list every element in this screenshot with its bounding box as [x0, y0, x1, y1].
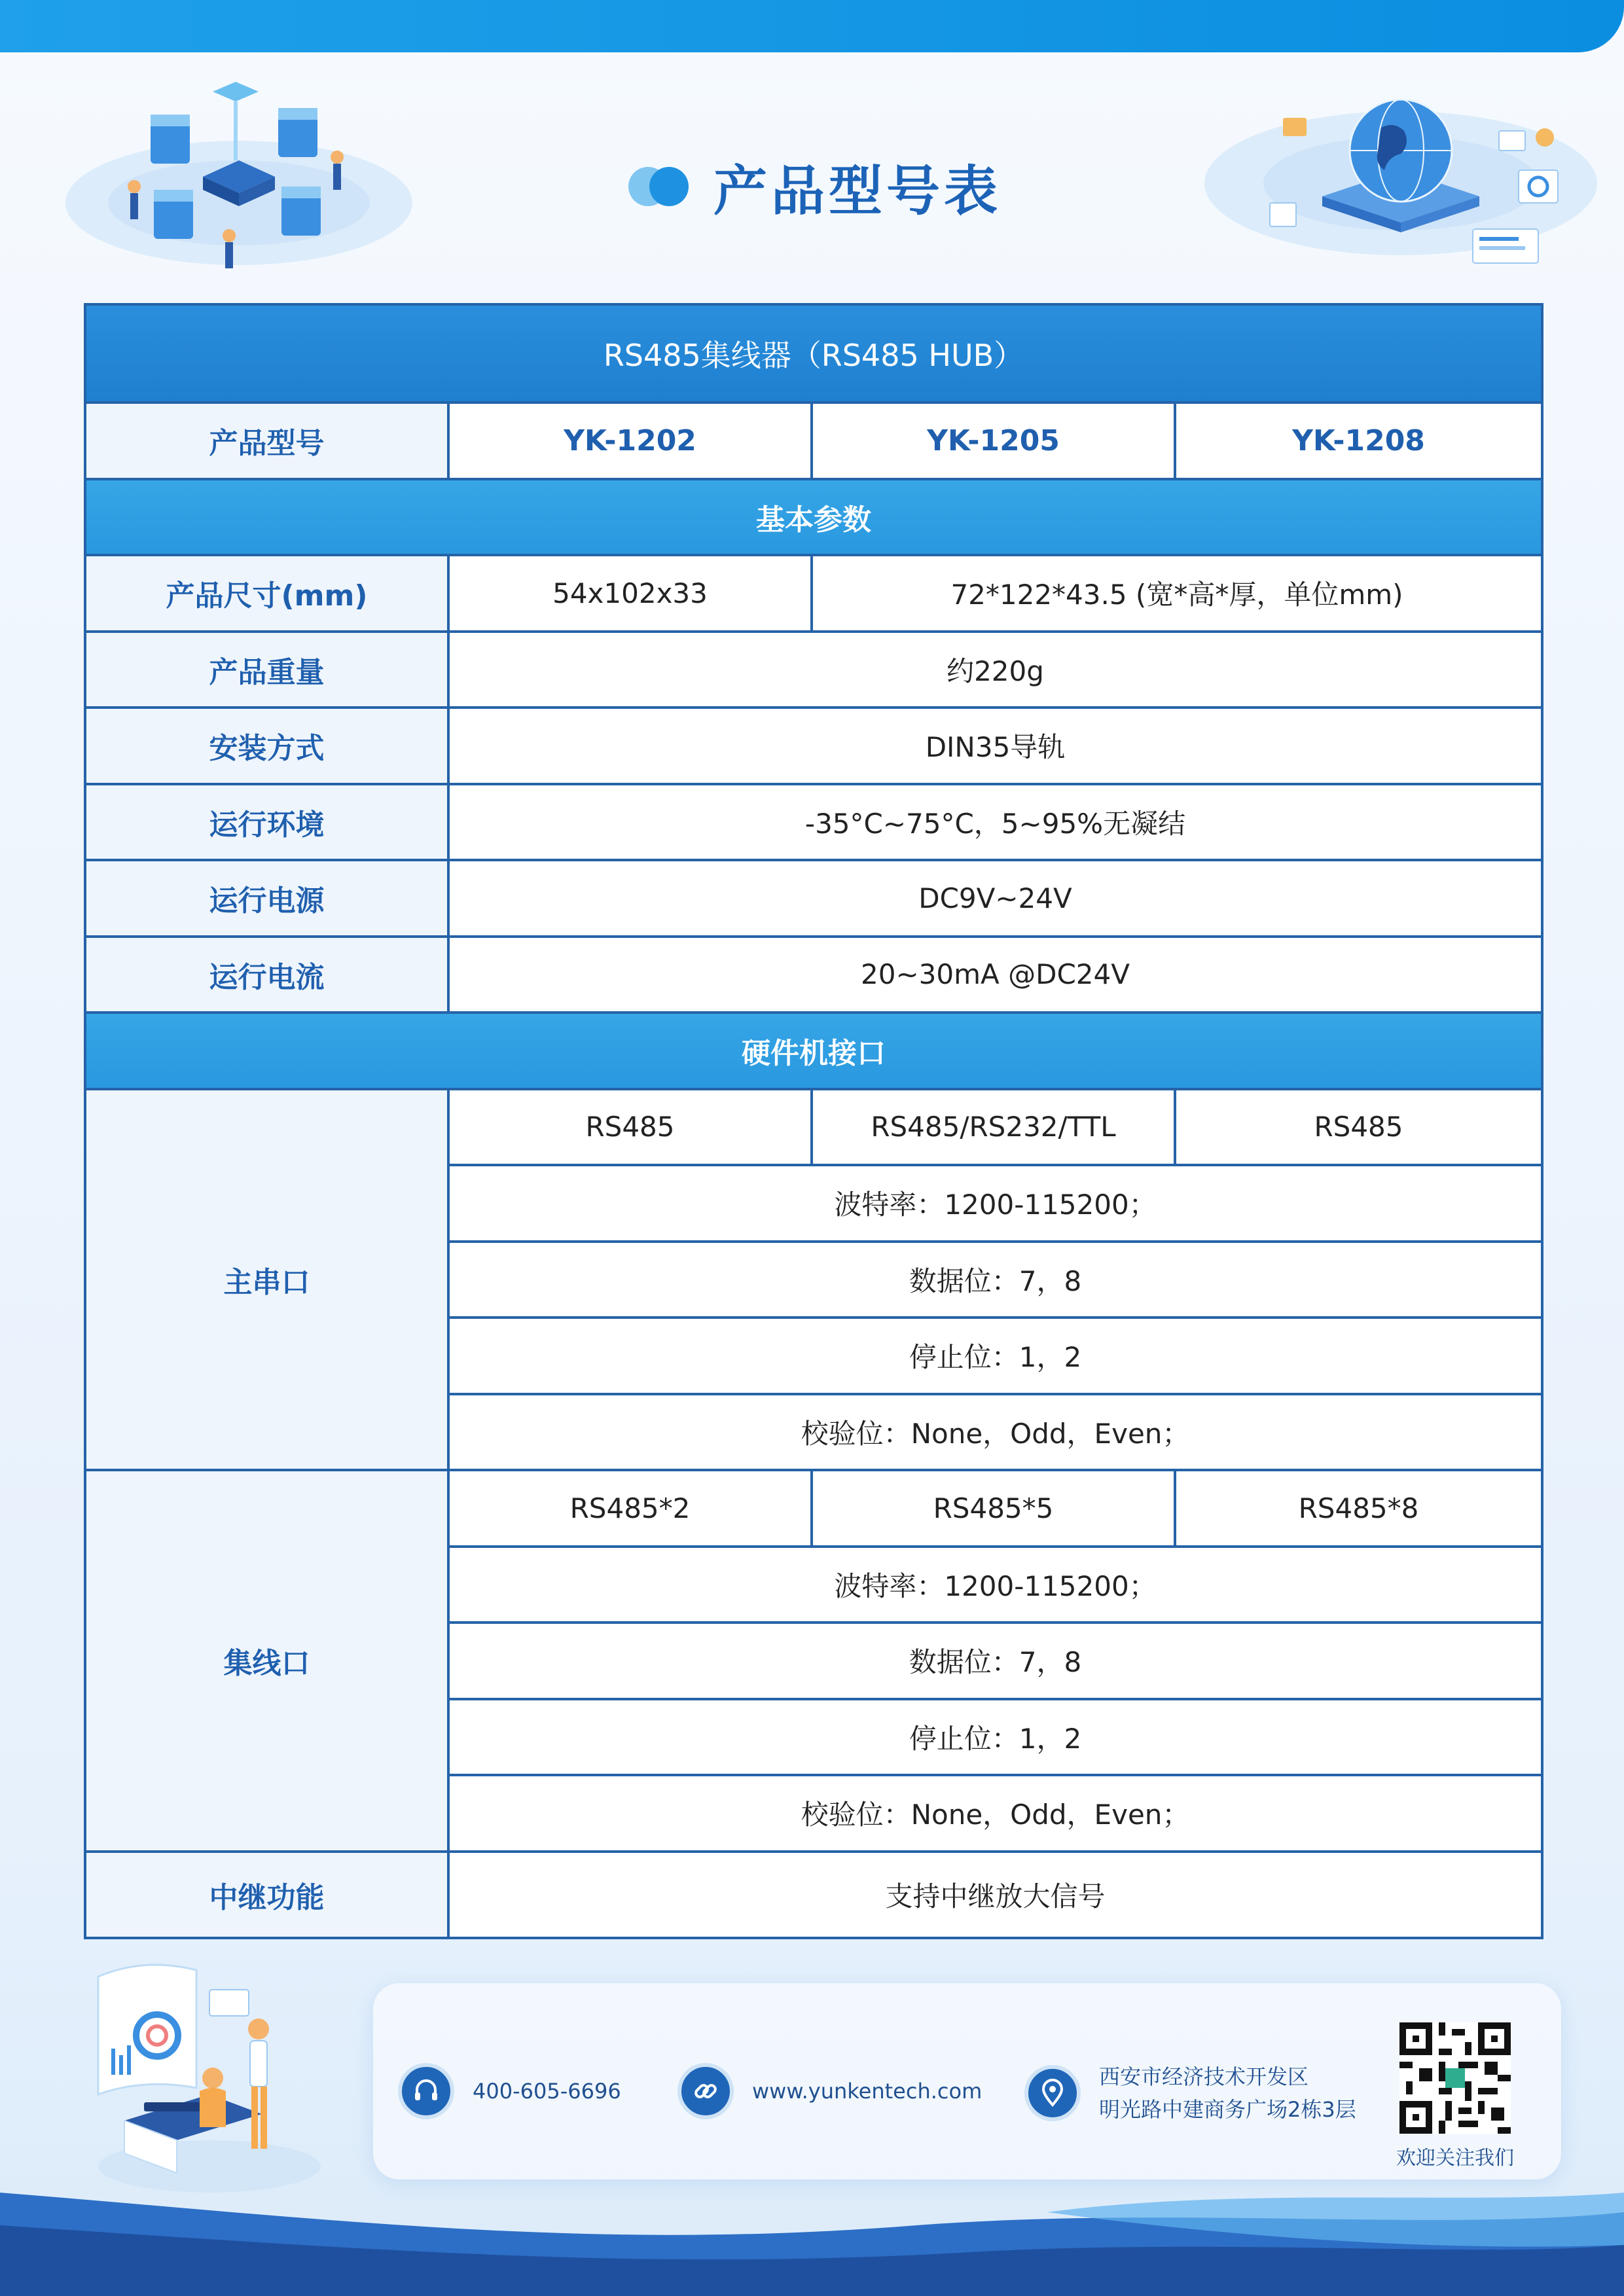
- table-row: [85, 1089, 1542, 1166]
- table-header-row: [85, 304, 1542, 403]
- main-parity: 校验位：None，Odd，Even；: [448, 1394, 1542, 1471]
- install-label: 安装方式: [85, 708, 448, 784]
- hub-port-type-1208: RS485*8: [1175, 1470, 1542, 1547]
- address-contact: [1024, 2060, 1356, 2126]
- table-row: [85, 860, 1542, 937]
- main-port-label: 主串口: [85, 1089, 448, 1471]
- location-pin-icon: [1024, 2065, 1081, 2121]
- hub-data-bits: 数据位：7，8: [448, 1623, 1542, 1699]
- product-spec-table: [84, 303, 1543, 1939]
- top-banner-bar: [0, 0, 1624, 52]
- main-baud-rate: 波特率：1200-115200；: [448, 1165, 1542, 1242]
- table-row: [85, 1852, 1542, 1938]
- table-row: [85, 784, 1542, 861]
- weight-label: 产品重量: [85, 632, 448, 708]
- title-bullet-icon: [628, 164, 694, 209]
- main-port-type-1205: RS485/RS232/TTL: [812, 1089, 1175, 1166]
- table-header: RS485集线器（RS485 HUB）: [85, 304, 1542, 403]
- model-yk-1202: YK-1202: [448, 403, 812, 479]
- office-worker-illustration: [79, 1950, 327, 2199]
- environment-label: 运行环境: [85, 784, 448, 861]
- model-yk-1205: YK-1205: [812, 403, 1175, 479]
- main-port-type-1208: RS485: [1175, 1089, 1542, 1166]
- phone-contact: [398, 2063, 621, 2119]
- globe-illustration: [1191, 92, 1597, 281]
- headset-icon: [398, 2063, 454, 2119]
- qr-caption: 欢迎关注我们: [1396, 2147, 1514, 2170]
- main-stop-bits: 停止位：1，2: [448, 1318, 1542, 1394]
- section-row: [85, 1013, 1542, 1089]
- model-yk-1208: YK-1208: [1175, 403, 1542, 479]
- page-title: 产品型号表: [713, 160, 1002, 223]
- main-port-type-1202: RS485: [448, 1089, 812, 1166]
- size-value-other: 72*122*43.5 (宽*高*厚，单位mm): [812, 555, 1542, 632]
- size-label: 产品尺寸(mm): [85, 555, 448, 632]
- hub-port-type-1202: RS485*2: [448, 1470, 812, 1547]
- hub-port-type-1205: RS485*5: [812, 1470, 1175, 1547]
- table-row: [85, 403, 1542, 479]
- current-value: 20~30mA @DC24V: [448, 937, 1542, 1013]
- hub-stop-bits: 停止位：1，2: [448, 1699, 1542, 1776]
- link-icon: [677, 2063, 734, 2119]
- page-title-group: [628, 151, 1001, 223]
- website-contact: [677, 2063, 982, 2119]
- section-row: [85, 479, 1542, 556]
- size-value-1202: 54x102x33: [448, 555, 812, 632]
- relay-label: 中继功能: [85, 1852, 448, 1938]
- power-label: 运行电源: [85, 860, 448, 937]
- table-row: [85, 1470, 1542, 1547]
- hub-baud-rate: 波特率：1200-115200；: [448, 1547, 1542, 1623]
- weight-value: 约220g: [448, 632, 1542, 708]
- website-link[interactable]: www.yunkentech.com: [752, 2079, 983, 2104]
- address-line-1: 西安市经济技术开发区: [1099, 2064, 1309, 2089]
- bottom-wave-decoration: [0, 2173, 1624, 2296]
- main-data-bits: 数据位：7，8: [448, 1242, 1542, 1318]
- table-row: [85, 937, 1542, 1013]
- server-network-illustration: [62, 79, 416, 288]
- table-row: [85, 555, 1542, 632]
- environment-value: -35°C~75°C，5~95%无凝结: [448, 784, 1542, 861]
- hub-parity: 校验位：None，Odd，Even；: [448, 1775, 1542, 1852]
- current-label: 运行电流: [85, 937, 448, 1013]
- address-line-2: 明光路中建商务广场2栋3层: [1099, 2097, 1356, 2122]
- power-value: DC9V~24V: [448, 860, 1542, 937]
- install-value: DIN35导轨: [448, 708, 1542, 784]
- section-basic-params: 基本参数: [85, 479, 1542, 556]
- section-hardware-interface: 硬件机接口: [85, 1013, 1542, 1089]
- relay-value: 支持中继放大信号: [448, 1852, 1542, 1938]
- phone-number: 400-605-6696: [473, 2079, 621, 2104]
- table-row: [85, 708, 1542, 784]
- hub-port-label: 集线口: [85, 1470, 448, 1852]
- qr-code: [1399, 2022, 1511, 2134]
- table-row: [85, 632, 1542, 708]
- model-label: 产品型号: [85, 403, 448, 479]
